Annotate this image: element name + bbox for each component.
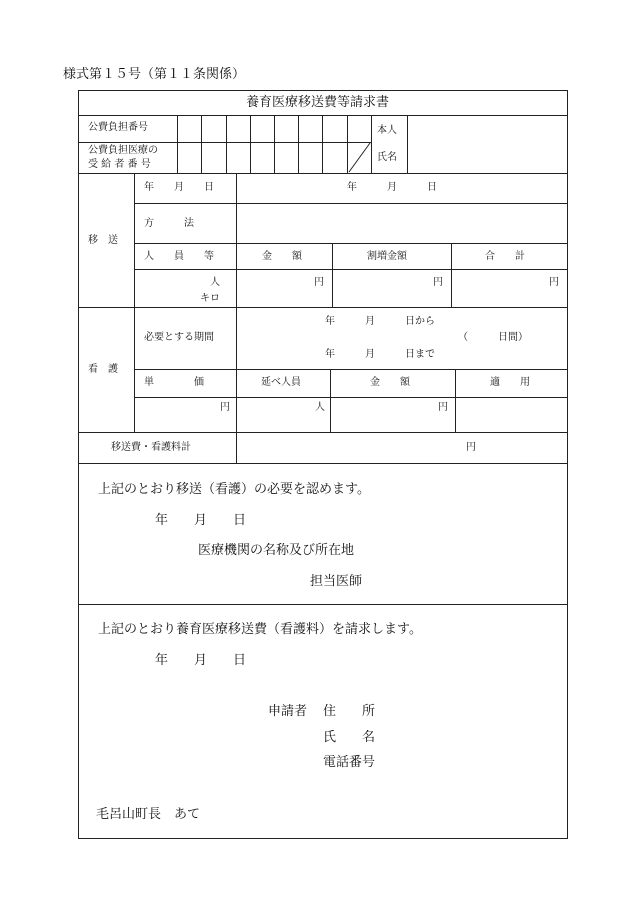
col-addition: 割増金額 (367, 251, 407, 262)
unit-person-days: 人 (315, 402, 325, 413)
recipient-label-line2: 受 給 者 番 号 (88, 159, 151, 170)
recipient-number-field[interactable] (178, 143, 346, 172)
col-note: 適 用 (490, 377, 530, 388)
col-people: 人 員 等 (144, 251, 214, 262)
col-amount: 金 額 (262, 251, 302, 262)
form-title: 養育医療移送費等請求書 (246, 95, 390, 110)
claim-statement: 上記のとおり養育医療移送費（看護料）を請求します。 (98, 622, 422, 637)
yen-unit-price: 円 (220, 402, 230, 413)
yen-nursing-amount: 円 (438, 402, 448, 413)
applicant-label: 申請者 (268, 704, 308, 719)
totals-label: 移送費・看護料計 (111, 442, 191, 453)
certification-statement: 上記のとおり移送（看護）の必要を認めます。 (98, 482, 370, 497)
person-label: 本人 (377, 125, 397, 136)
burden-number-label: 公費負担番号 (88, 122, 148, 133)
form-number: 様式第１５号（第１１条関係） (63, 67, 246, 82)
phone-label: 電話番号 (323, 755, 376, 770)
yen-addition: 円 (433, 277, 443, 288)
period-label: 必要とする期間 (144, 332, 214, 343)
col-nursing-amount: 金 額 (370, 377, 410, 388)
transport-date-right: 年 月 日 (347, 182, 437, 193)
addressee: 毛呂山町長 あて (96, 807, 201, 822)
yen-total: 円 (549, 277, 559, 288)
person-name-field[interactable] (408, 116, 566, 172)
transport-method-label: 方 法 (144, 218, 194, 229)
unit-person: 人 (210, 277, 220, 288)
unit-km: キロ (200, 293, 220, 304)
applicant-name-label: 氏 名 (323, 730, 376, 745)
period-to: 年 月 日まで (325, 349, 435, 360)
col-person-days: 延べ人員 (261, 377, 301, 388)
address-label: 住 所 (323, 704, 376, 719)
recipient-label-line1: 公費負担医療の (88, 145, 158, 156)
transport-method-field[interactable] (237, 204, 566, 242)
period-from: 年 月 日から (325, 316, 435, 327)
col-unit-price: 単 価 (144, 377, 204, 388)
transport-section-label: 移 送 (88, 235, 118, 246)
doctor-label: 担当医師 (310, 574, 363, 589)
diagonal-slash (347, 142, 371, 173)
institution-label: 医療機関の名称及び所在地 (198, 543, 355, 558)
period-days: （ 日間） (458, 332, 528, 343)
name-label: 氏名 (377, 152, 397, 163)
claim-date: 年 月 日 (155, 653, 247, 668)
nursing-section-label: 看 護 (88, 364, 118, 375)
burden-number-field[interactable] (178, 116, 346, 141)
col-total: 合 計 (485, 251, 525, 262)
yen-amount: 円 (314, 277, 324, 288)
certification-date: 年 月 日 (155, 513, 247, 528)
transport-date-left: 年 月 日 (144, 182, 214, 193)
totals-yen: 円 (466, 442, 476, 453)
